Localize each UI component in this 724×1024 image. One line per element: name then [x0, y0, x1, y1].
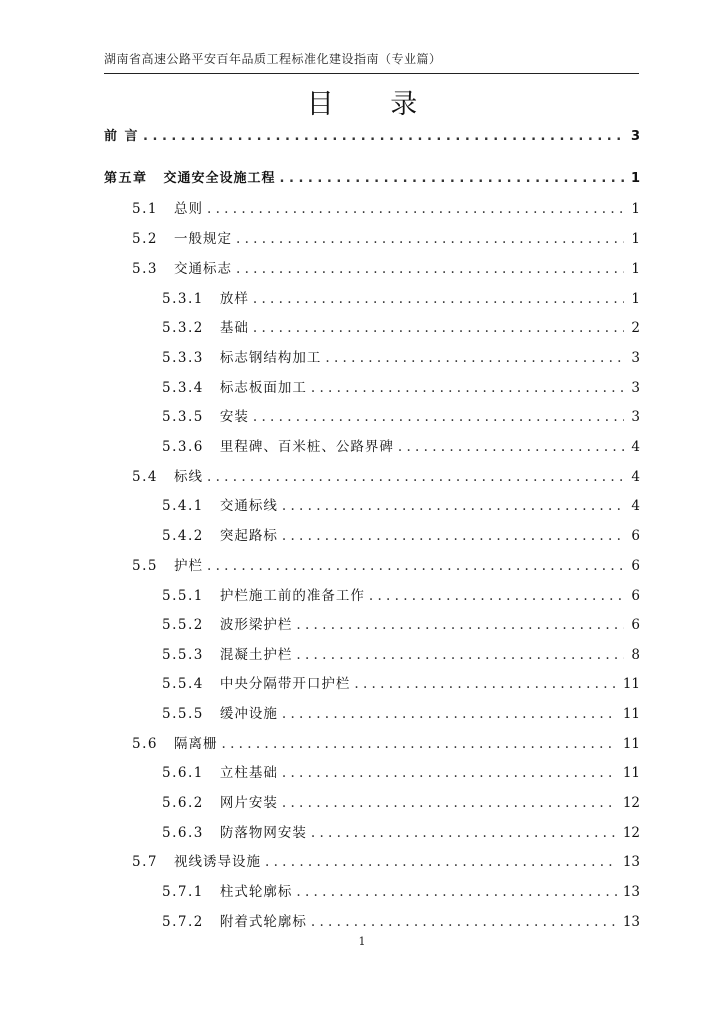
toc-entry-number: 5.6.2: [162, 795, 204, 811]
toc-entry-title: 缓冲设施: [219, 706, 278, 722]
toc-entry-page-number: 6: [631, 528, 640, 544]
toc-dot-leader: [398, 438, 624, 456]
toc-entry-title: 标志钢结构加工: [219, 350, 322, 366]
toc-entry-page-number: 11: [622, 706, 640, 722]
toc-entry-number: 5.5.1: [162, 588, 204, 604]
page-number: 1: [358, 935, 366, 948]
toc-dot-leader: [253, 290, 624, 308]
toc-entry-page-number: 4: [631, 469, 640, 485]
toc-entry-section[interactable]: [0, 258, 640, 278]
toc-dot-leader: [311, 824, 617, 842]
toc-dot-leader: [280, 170, 624, 188]
toc-entry-number: 5.1: [132, 201, 158, 217]
toc-entry-subsection[interactable]: [0, 585, 640, 605]
toc-entry-title: 护栏施工前的准备工作: [219, 588, 365, 604]
toc-entry-page-number: 2: [631, 320, 640, 336]
toc-dot-leader: [325, 349, 624, 367]
toc-entry-number: 5.5.5: [162, 706, 204, 722]
toc-dot-leader: [311, 913, 617, 931]
toc-dot-leader: [236, 230, 624, 248]
toc-entry-title: 突起路标: [219, 528, 278, 544]
toc-dot-leader: [207, 200, 624, 218]
toc-entry-subsection[interactable]: [0, 377, 640, 397]
toc-entry-title: 基础: [219, 320, 249, 336]
toc-entry-number: 5.3.4: [162, 380, 204, 396]
toc-entry-page-number: 1: [631, 231, 640, 247]
toc-entry-page-number: 1: [631, 291, 640, 307]
toc-entry-number: 5.3.5: [162, 409, 204, 425]
toc-entry-title: 安装: [219, 409, 249, 425]
toc-entry-number: 5.3.2: [162, 320, 204, 336]
toc-entry-page-number: 12: [622, 825, 640, 841]
toc-entry-number: 5.6.3: [162, 825, 204, 841]
toc-dot-leader: [296, 616, 624, 634]
toc-dot-leader: [207, 557, 624, 575]
toc-entry-section[interactable]: [0, 198, 640, 218]
toc-entry-subsection[interactable]: [0, 495, 640, 515]
toc-entry-page-number: 13: [622, 914, 640, 930]
toc-entry-subsection[interactable]: [0, 614, 640, 634]
toc-entry-title: 视线诱导设施: [173, 854, 261, 870]
toc-entry-title: 中央分隔带开口护栏: [219, 676, 351, 692]
toc-entry-number: 5.3.1: [162, 291, 204, 307]
toc-entry-page-number: 1: [630, 171, 640, 186]
toc-entry-page-number: 12: [622, 795, 640, 811]
toc-entry-title: 放样: [219, 291, 249, 307]
toc-entry-number: 5.4: [132, 469, 158, 485]
toc-entry-subsection[interactable]: [0, 703, 640, 723]
toc-entry-subsection[interactable]: [0, 317, 640, 337]
toc-entry-title: 混凝土护栏: [219, 647, 293, 663]
toc-entry-page-number: 4: [631, 439, 640, 455]
toc-entry-number: 5.7: [132, 854, 158, 870]
toc-dot-leader: [282, 764, 617, 782]
toc-entry-page-number: 13: [622, 884, 640, 900]
toc-entry-page-number: 13: [622, 854, 640, 870]
toc-entry-subsection[interactable]: [0, 525, 640, 545]
toc-dot-leader: [221, 735, 616, 753]
toc-entry-page-number: 4: [631, 498, 640, 514]
toc-entry-subsection[interactable]: [0, 436, 640, 456]
toc-entry-page-number: 11: [622, 765, 640, 781]
page-title: 目 录: [306, 89, 442, 120]
toc-entry-subsection[interactable]: [0, 822, 640, 842]
toc-entry-title: 一般规定: [173, 231, 232, 247]
toc-entry-number: 5.3.3: [162, 350, 204, 366]
toc-dot-leader: [265, 853, 617, 871]
toc-entry-subsection[interactable]: [0, 762, 640, 782]
toc-entry-title: 总则: [173, 201, 203, 217]
toc-entry-number: 5.3: [132, 261, 158, 277]
toc-entry-title: 柱式轮廓标: [219, 884, 293, 900]
toc-entry-number: 5.7.2: [162, 914, 204, 930]
toc-dot-leader: [282, 794, 617, 812]
toc-dot-leader: [253, 319, 624, 337]
toc-entry-title: 交通标志: [173, 261, 232, 277]
toc-entry-page-number: 3: [631, 350, 640, 366]
toc-entry-title: 附着式轮廓标: [219, 914, 307, 930]
toc-entry-section[interactable]: [0, 851, 640, 871]
toc-entry-title: 立柱基础: [219, 765, 278, 781]
toc-entry-subsection[interactable]: [0, 644, 640, 664]
toc-entry-section[interactable]: [0, 733, 640, 753]
toc-entry-page-number: 11: [622, 736, 640, 752]
toc-dot-leader: [296, 646, 624, 664]
toc-entry-title: 交通安全设施工程: [163, 171, 276, 186]
toc-entry-page-number: 6: [631, 617, 640, 633]
toc-entry-page-number: 3: [631, 409, 640, 425]
toc-entry-page-number: 1: [631, 261, 640, 277]
toc-dot-leader: [369, 587, 624, 605]
toc-entry-page-number: 11: [622, 676, 640, 692]
toc-entry-subsection[interactable]: [0, 792, 640, 812]
toc-entry-title: 里程碑、百米桩、公路界碑: [219, 439, 394, 455]
toc-dot-leader: [282, 497, 624, 515]
toc-entry-title: 防落物网安装: [219, 825, 307, 841]
toc-entry-page-number: 6: [631, 588, 640, 604]
toc-entry-page-number: 8: [631, 647, 640, 663]
toc-entry-title: 交通标线: [219, 498, 278, 514]
toc-entry-subsection[interactable]: [0, 673, 640, 693]
toc-dot-leader: [207, 468, 624, 486]
toc-entry-number: 5.6: [132, 736, 158, 752]
toc-dot-leader: [282, 705, 617, 723]
toc-entry-number: 前 言: [104, 129, 140, 144]
toc-dot-leader: [311, 379, 624, 397]
toc-entry-section[interactable]: [0, 228, 640, 248]
toc-entry-number: 5.4.2: [162, 528, 204, 544]
toc-entry-chapter[interactable]: [0, 126, 640, 146]
toc-entry-subsection[interactable]: [0, 881, 640, 901]
toc-entry-page-number: 1: [631, 201, 640, 217]
toc-dot-leader: [253, 408, 624, 426]
running-header: 湖南省高速公路平安百年品质工程标准化建设指南（专业篇）: [104, 52, 442, 66]
toc-entry-title: 隔离栅: [173, 736, 218, 752]
toc-dot-leader: [143, 128, 624, 146]
toc-entry-number: 5.7.1: [162, 884, 204, 900]
toc-entry-title: 网片安装: [219, 795, 278, 811]
toc-entry-subsection[interactable]: [0, 911, 640, 931]
toc-entry-number: 5.5: [132, 558, 158, 574]
toc-entry-title: 护栏: [173, 558, 203, 574]
toc-entry-section[interactable]: [0, 466, 640, 486]
toc-entry-page-number: 6: [631, 558, 640, 574]
toc-entry-subsection[interactable]: [0, 406, 640, 426]
toc-dot-leader: [282, 527, 624, 545]
toc-entry-page-number: 3: [630, 129, 640, 144]
toc-dot-leader: [296, 883, 616, 901]
toc-entry-section[interactable]: [0, 555, 640, 575]
toc-entry-subsection[interactable]: [0, 288, 640, 308]
toc-entry-title: 波形梁护栏: [219, 617, 293, 633]
toc-entry-number: 5.5.3: [162, 647, 204, 663]
toc-entry-page-number: 3: [631, 380, 640, 396]
toc-entry-subsection[interactable]: [0, 347, 640, 367]
toc-entry-number: 5.5.4: [162, 676, 204, 692]
toc-entry-number: 5.5.2: [162, 617, 204, 633]
toc-entry-number: 5.3.6: [162, 439, 204, 455]
toc-entry-chapter[interactable]: [0, 168, 640, 188]
toc-dot-leader: [236, 260, 624, 278]
toc-entry-number: 5.4.1: [162, 498, 204, 514]
toc-entry-number: 5.2: [132, 231, 158, 247]
toc-entry-title: 标志板面加工: [219, 380, 307, 396]
toc-entry-title: 标线: [173, 469, 203, 485]
toc-entry-number: 5.6.1: [162, 765, 204, 781]
toc-entry-number: 第五章: [104, 171, 148, 186]
toc-dot-leader: [354, 675, 616, 693]
